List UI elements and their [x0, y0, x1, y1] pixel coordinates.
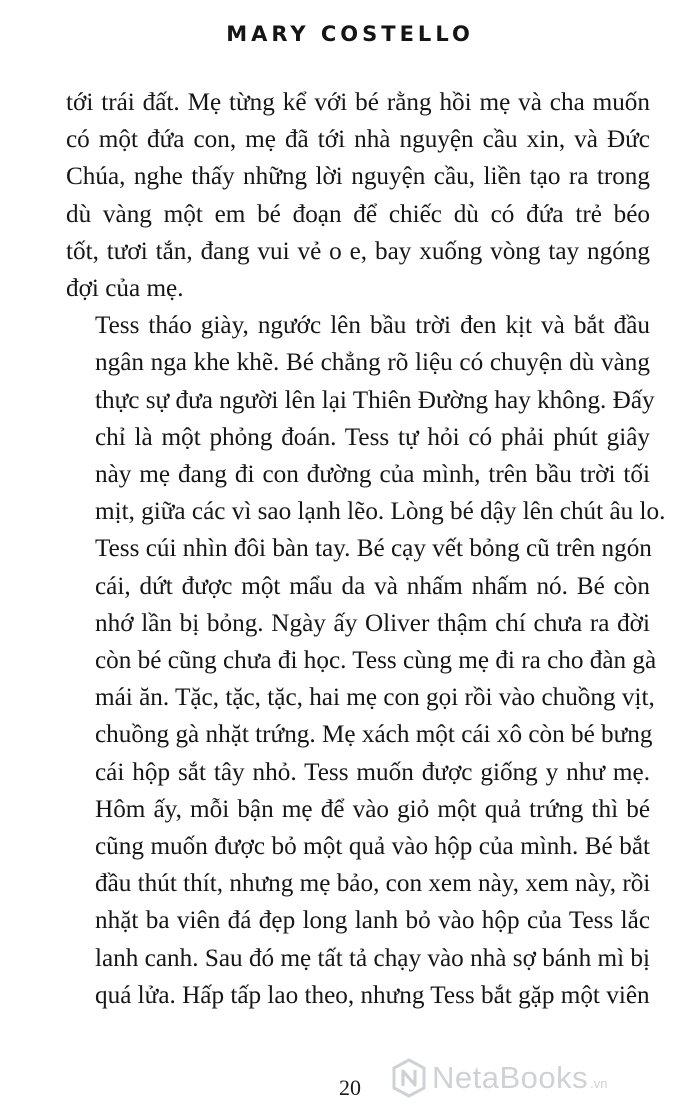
page-body-text	[66, 84, 666, 1014]
text-line: Hôm ấy, mỗi bận mẹ để vào giỏ một quả trứng thì bé	[95, 795, 650, 823]
text-line: lanh canh. Sau đó mẹ tất tả chạy vào nhà sợ bánh mì bị	[95, 944, 650, 972]
netabooks-logo-icon	[392, 1058, 426, 1098]
text-line: tới trái đất. Mẹ từng kể với bé rằng hồi mẹ và cha muốn	[66, 89, 650, 116]
page-number: 20	[339, 1075, 361, 1100]
watermark-brand: NetaBooks	[432, 1060, 589, 1095]
paragraph	[66, 84, 650, 307]
text-line: mái ăn. Tặc, tặc, tặc, hai mẹ con gọi rồi vào chuồng vịt,	[95, 684, 655, 712]
text-line: thực sự đưa người lên lại Thiên Đường hay không. Đấy	[95, 386, 655, 414]
text-line: đầu thút thít, nhưng mẹ bảo, con xem này, xem này, rồi	[95, 870, 651, 898]
running-header-author: MARY COSTELLO	[226, 22, 474, 46]
text-line: tốt, tươi tắn, đang vui vẻ o e, bay xuống vòng tay ngóng	[66, 237, 650, 265]
text-line: còn bé cũng chưa đi học. Tess cùng mẹ đi ra cho đàn gà	[95, 647, 657, 675]
text-line: có một đứa con, mẹ đã tới nhà nguyện cầu xin, và Đức	[66, 126, 650, 154]
text-line: cũng muốn được bỏ một quả vào hộp của mình. Bé bắt	[95, 833, 650, 861]
text-line: ngân nga khe khẽ. Bé chẳng rõ liệu có chuyện dù vàng	[95, 349, 650, 377]
text-line: cái, dứt được một mẩu da và nhấm nhấm nó. Bé còn	[95, 572, 650, 600]
text-line: Tess tháo giày, ngước lên bầu trời đen kịt và bắt đầu	[95, 312, 650, 340]
watermark	[392, 1058, 607, 1098]
text-line: mịt, giữa các vì sao lạnh lẽo. Lòng bé dậy lên chút âu lo.	[95, 498, 666, 526]
watermark-suffix: .vn	[590, 1075, 608, 1091]
text-line: đợi của mẹ.	[66, 275, 184, 303]
text-line: nhặt ba viên đá đẹp long lanh bỏ vào hộp của Tess lắc	[95, 907, 650, 935]
text-line: này mẹ đang đi con đường của mình, trên bầu trời tối	[95, 461, 650, 489]
text-line: quá lửa. Hấp tấp lao theo, nhưng Tess bắt gặp một viên	[95, 981, 650, 1009]
text-line: nhớ lần bị bỏng. Ngày ấy Oliver thậm chí chưa ra đời	[95, 609, 650, 637]
text-line: chỉ là một phỏng đoán. Tess tự hỏi có phải phút giây	[95, 423, 650, 451]
text-line: Chúa, nghe thấy những lời nguyện cầu, liền tạo ra trong	[66, 163, 650, 191]
paragraph	[66, 307, 666, 1014]
text-line: Tess cúi nhìn đôi bàn tay. Bé cạy vết bỏng cũ trên ngón	[95, 535, 652, 563]
text-line: chuồng gà nhặt trứng. Mẹ xách một cái xô còn bé bưng	[95, 721, 653, 749]
text-line: cái hộp sắt tây nhỏ. Tess muốn được giống y như mẹ.	[95, 758, 650, 786]
text-line: dù vàng một em bé đoạn để chiếc dù có đứa trẻ béo	[66, 200, 650, 228]
